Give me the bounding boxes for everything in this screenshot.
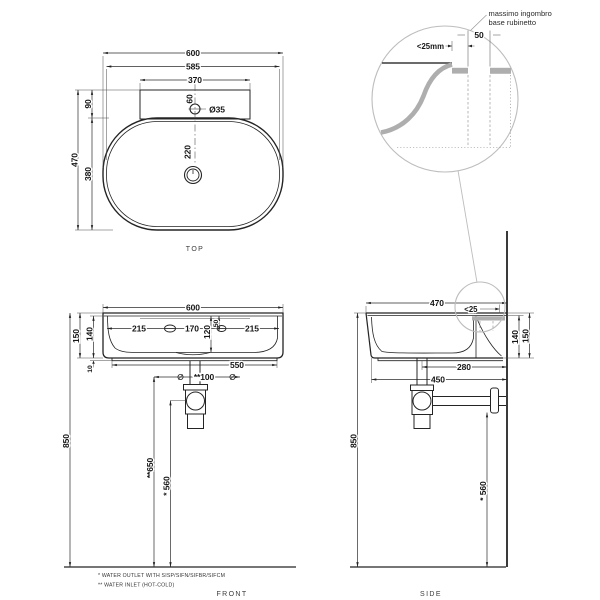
- dim-top-rim-width: 585: [186, 61, 200, 72]
- bowl-inner-profile: [108, 316, 278, 353]
- siphon-cup: [414, 415, 430, 429]
- dim-top-overall-depth: 470: [69, 153, 80, 167]
- dim-top-deck-depth: 90: [83, 99, 93, 109]
- dim-front-hole-edge-right: 215: [245, 323, 259, 334]
- faucet-zone-highlight: [472, 316, 505, 320]
- dim-side-base-depth: 450: [431, 374, 445, 385]
- dim-top-deck-width: 370: [188, 75, 202, 85]
- top-view-label: TOP: [185, 246, 205, 253]
- dim-side-inner-height: 140: [510, 330, 520, 344]
- dim-front-inlet-spacing: **100: [193, 372, 215, 382]
- detail-note-line2: base rubinetto: [488, 18, 537, 27]
- dim-detail-faucet-base-width: 50: [474, 30, 484, 40]
- dim-side-drain-to-wall: 280: [457, 362, 471, 372]
- dim-top-faucet-offset: 60: [184, 94, 195, 104]
- arrowhead: [468, 45, 472, 48]
- arrowhead: [92, 361, 95, 364]
- dim-top-drain-offset: 220: [182, 145, 193, 159]
- dim-side-mount-height: 850: [348, 434, 359, 448]
- dim-side-outlet-height: * 560: [478, 481, 488, 501]
- footnote-inlet: ** WATER INLET (HOT-COLD): [98, 582, 175, 589]
- wall-flange: [491, 388, 499, 413]
- top-view: [70, 48, 284, 253]
- dim-front-outlet-height: * 560: [161, 476, 172, 496]
- dim-top-faucet-hole-dia: Ø35: [209, 104, 225, 115]
- basin-side-bottom: [371, 355, 503, 358]
- dim-side-overall-depth: 470: [430, 298, 444, 308]
- detail-circle: [372, 26, 518, 172]
- siphon-flange: [411, 385, 434, 391]
- bowl-rear-curve: [478, 320, 502, 356]
- dim-front-mount-height: 850: [61, 434, 71, 448]
- basin-side-front-edge: [366, 313, 371, 355]
- basin-front-outline: [103, 313, 283, 358]
- dim-front-base-recess: 10: [87, 365, 94, 373]
- bowl-wall-section: [381, 65, 452, 133]
- note-leader-line: [471, 15, 487, 31]
- dim-front-hole-depth: 120: [202, 325, 212, 339]
- siphon-body: [412, 391, 433, 415]
- detail-note-line1: massimo ingombro: [488, 9, 552, 18]
- siphon-cup: [188, 414, 204, 429]
- detail-source-circle: [455, 282, 505, 332]
- dim-front-overall-width: 600: [186, 302, 200, 313]
- dim-front-hole-top-offset: 50: [213, 319, 220, 328]
- front-view: [61, 303, 296, 599]
- bowl-inner-profile: [372, 317, 474, 353]
- dim-top-bowl-depth: 380: [83, 167, 93, 181]
- dim-side-height: 150: [520, 329, 531, 343]
- dim-top-overall-width: 600: [186, 48, 200, 58]
- side-view-label: SIDE: [420, 591, 442, 598]
- deck-section-right: [490, 68, 511, 74]
- detail-view: [372, 9, 552, 332]
- siphon-nut-icon: [187, 392, 205, 410]
- detail-leader-line: [458, 171, 477, 283]
- dim-front-inner-height: 140: [84, 327, 95, 341]
- siphon-flange: [184, 385, 208, 391]
- dim-front-hole-edge-left: 215: [132, 323, 146, 334]
- dim-detail-max-thickness: <25mm: [416, 42, 444, 51]
- arrowhead: [495, 308, 499, 311]
- siphon-nut-icon: [413, 392, 431, 410]
- front-view-label: FRONT: [216, 591, 248, 598]
- dim-front-base-width: 550: [230, 360, 244, 370]
- side-view: [349, 231, 535, 598]
- dim-front-inlet-height: **650: [145, 457, 155, 479]
- dim-front-hole-spacing: 170: [185, 323, 199, 334]
- arrowhead: [448, 45, 452, 48]
- dim-side-wall-clearance: <25: [464, 305, 478, 314]
- dim-front-height: 150: [71, 329, 81, 343]
- footnote-outlet: * WATER OUTLET WITH SISP/SIFN/SIFBR/SIFCM: [98, 573, 226, 579]
- deck-section-left: [452, 68, 468, 74]
